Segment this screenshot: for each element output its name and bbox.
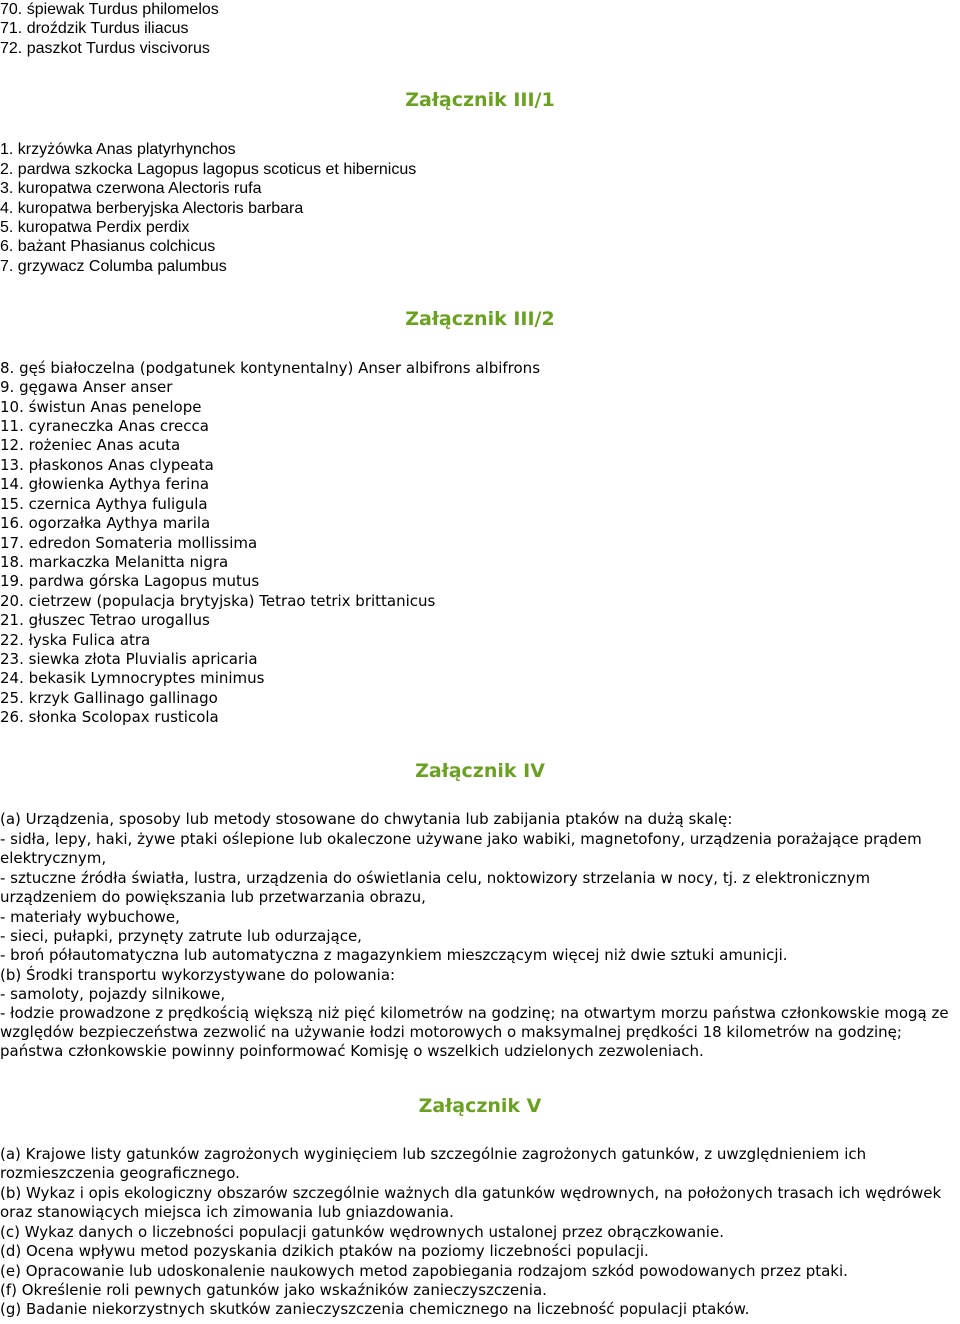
annex-iv-heading: Załącznik IV xyxy=(415,760,545,782)
paragraph: - sidła, lepy, haki, żywe ptaki oślepione lub okaleczone używane jako wabiki, magnetofony, urządzenia porażające prądem elektrycznym, xyxy=(0,830,922,867)
list-item: 16. ogorzałka Aythya marila xyxy=(0,514,211,532)
list-item: 9. gęgawa Anser anser xyxy=(0,378,173,396)
list-item: 15. czernica Aythya fuligula xyxy=(0,495,208,513)
list-item: 12. rożeniec Anas acuta xyxy=(0,436,181,454)
paragraph: (b) Wykaz i opis ekologiczny obszarów szczególnie ważnych dla gatunków wędrownych, na położonych trasach ich wędrówek oraz stanowiących miejsca ich zimowania lub gniazdowania. xyxy=(0,1184,942,1221)
paragraph: - sztuczne źródła światła, lustra, urządzenia do oświetlania celu, noktowizory strzelania w nocy, tj. z elektronicznym urządzeniem do powiększania lub przetwarzania obrazu, xyxy=(0,869,871,906)
list-item: 25. krzyk Gallinago gallinago xyxy=(0,689,218,707)
list-item: 20. cietrzew (populacja brytyjska) Tetrao tetrix brittanicus xyxy=(0,592,436,610)
list-item: 21. głuszec Tetrao urogallus xyxy=(0,611,210,629)
list-item: 19. pardwa górska Lagopus mutus xyxy=(0,572,260,590)
list-item: 71. droździk Turdus iliacus xyxy=(0,20,189,37)
list-item: 1. krzyżówka Anas platyrhynchos xyxy=(0,141,236,158)
list-item: 10. świstun Anas penelope xyxy=(0,398,202,416)
list-item: 13. płaskonos Anas clypeata xyxy=(0,456,214,474)
paragraph: - sieci, pułapki, przynęty zatrute lub odurzające, xyxy=(0,927,362,945)
list-item: 4. kuropatwa berberyjska Alectoris barbara xyxy=(0,200,304,217)
paragraph: - samoloty, pojazdy silnikowe, xyxy=(0,985,226,1003)
list-item: 8. gęś białoczelna (podgatunek kontynentalny) Anser albifrons albifrons xyxy=(0,359,541,377)
list-item: 11. cyraneczka Anas crecca xyxy=(0,417,209,435)
list-item: 18. markaczka Melanitta nigra xyxy=(0,553,229,571)
annex-iii-1-heading: Załącznik III/1 xyxy=(405,89,555,111)
paragraph: (f) Określenie roli pewnych gatunków jako wskaźników zanieczyszczenia. xyxy=(0,1281,547,1299)
list-item: 26. słonka Scolopax rusticola xyxy=(0,708,219,726)
list-item: 7. grzywacz Columba palumbus xyxy=(0,258,227,275)
paragraph: - materiały wybuchowe, xyxy=(0,908,180,926)
list-item: 72. paszkot Turdus viscivorus xyxy=(0,40,210,57)
paragraph: (c) Wykaz danych o liczebności populacji gatunków wędrownych ustalonej przez obrączkowanie. xyxy=(0,1223,724,1241)
list-item: 70. śpiewak Turdus philomelos xyxy=(0,1,219,18)
list-item: 5. kuropatwa Perdix perdix xyxy=(0,219,190,236)
list-item: 6. bażant Phasianus colchicus xyxy=(0,238,216,255)
paragraph: (a) Urządzenia, sposoby lub metody stosowane do chwytania lub zabijania ptaków na dużą skalę: xyxy=(0,810,733,828)
paragraph: - łodzie prowadzone z prędkością większą niż pięć kilometrów na godzinę; na otwartym morzu państwa członkowskie mogą ze względów bezpieczeństwa zezwolić na używanie łodzi motorowych o maksymalnej prędkości 18 kilometrów na godzinę; państwa członkowskie powinny poinformować Komisję o wszelkich udzielonych zezwoleniach. xyxy=(0,1004,949,1060)
list-item: 2. pardwa szkocka Lagopus lagopus scoticus et hibernicus xyxy=(0,161,417,178)
list-item: 14. głowienka Aythya ferina xyxy=(0,475,210,493)
paragraph: (d) Ocena wpływu metod pozyskania dzikich ptaków na poziomy liczebności populacji. xyxy=(0,1242,649,1260)
paragraph: (a) Krajowe listy gatunków zagrożonych wyginięciem lub szczególnie zagrożonych gatunków, z uwzględnieniem ich rozmieszczenia geograficznego. xyxy=(0,1145,867,1182)
paragraph: (b) Środki transportu wykorzystywane do polowania: xyxy=(0,966,396,984)
annex-iii-2-heading: Załącznik III/2 xyxy=(405,308,555,330)
paragraph: (e) Opracowanie lub udoskonalenie naukowych metod zapobiegania rodzajom szkód powodowanych przez ptaki. xyxy=(0,1262,848,1280)
annex-v-heading: Załącznik V xyxy=(418,1095,542,1117)
list-item: 17. edredon Somateria mollissima xyxy=(0,534,258,552)
list-item: 24. bekasik Lymnocryptes minimus xyxy=(0,669,265,687)
list-item: 22. łyska Fulica atra xyxy=(0,631,151,649)
list-item: 3. kuropatwa czerwona Alectoris rufa xyxy=(0,180,262,197)
list-item: 23. siewka złota Pluvialis apricaria xyxy=(0,650,258,668)
paragraph: (g) Badanie niekorzystnych skutków zanieczyszczenia chemicznego na liczebność populacji ptaków. xyxy=(0,1300,750,1318)
paragraph: - broń półautomatyczna lub automatyczna z magazynkiem mieszczącym więcej niż dwie sztuki amunicji. xyxy=(0,946,788,964)
